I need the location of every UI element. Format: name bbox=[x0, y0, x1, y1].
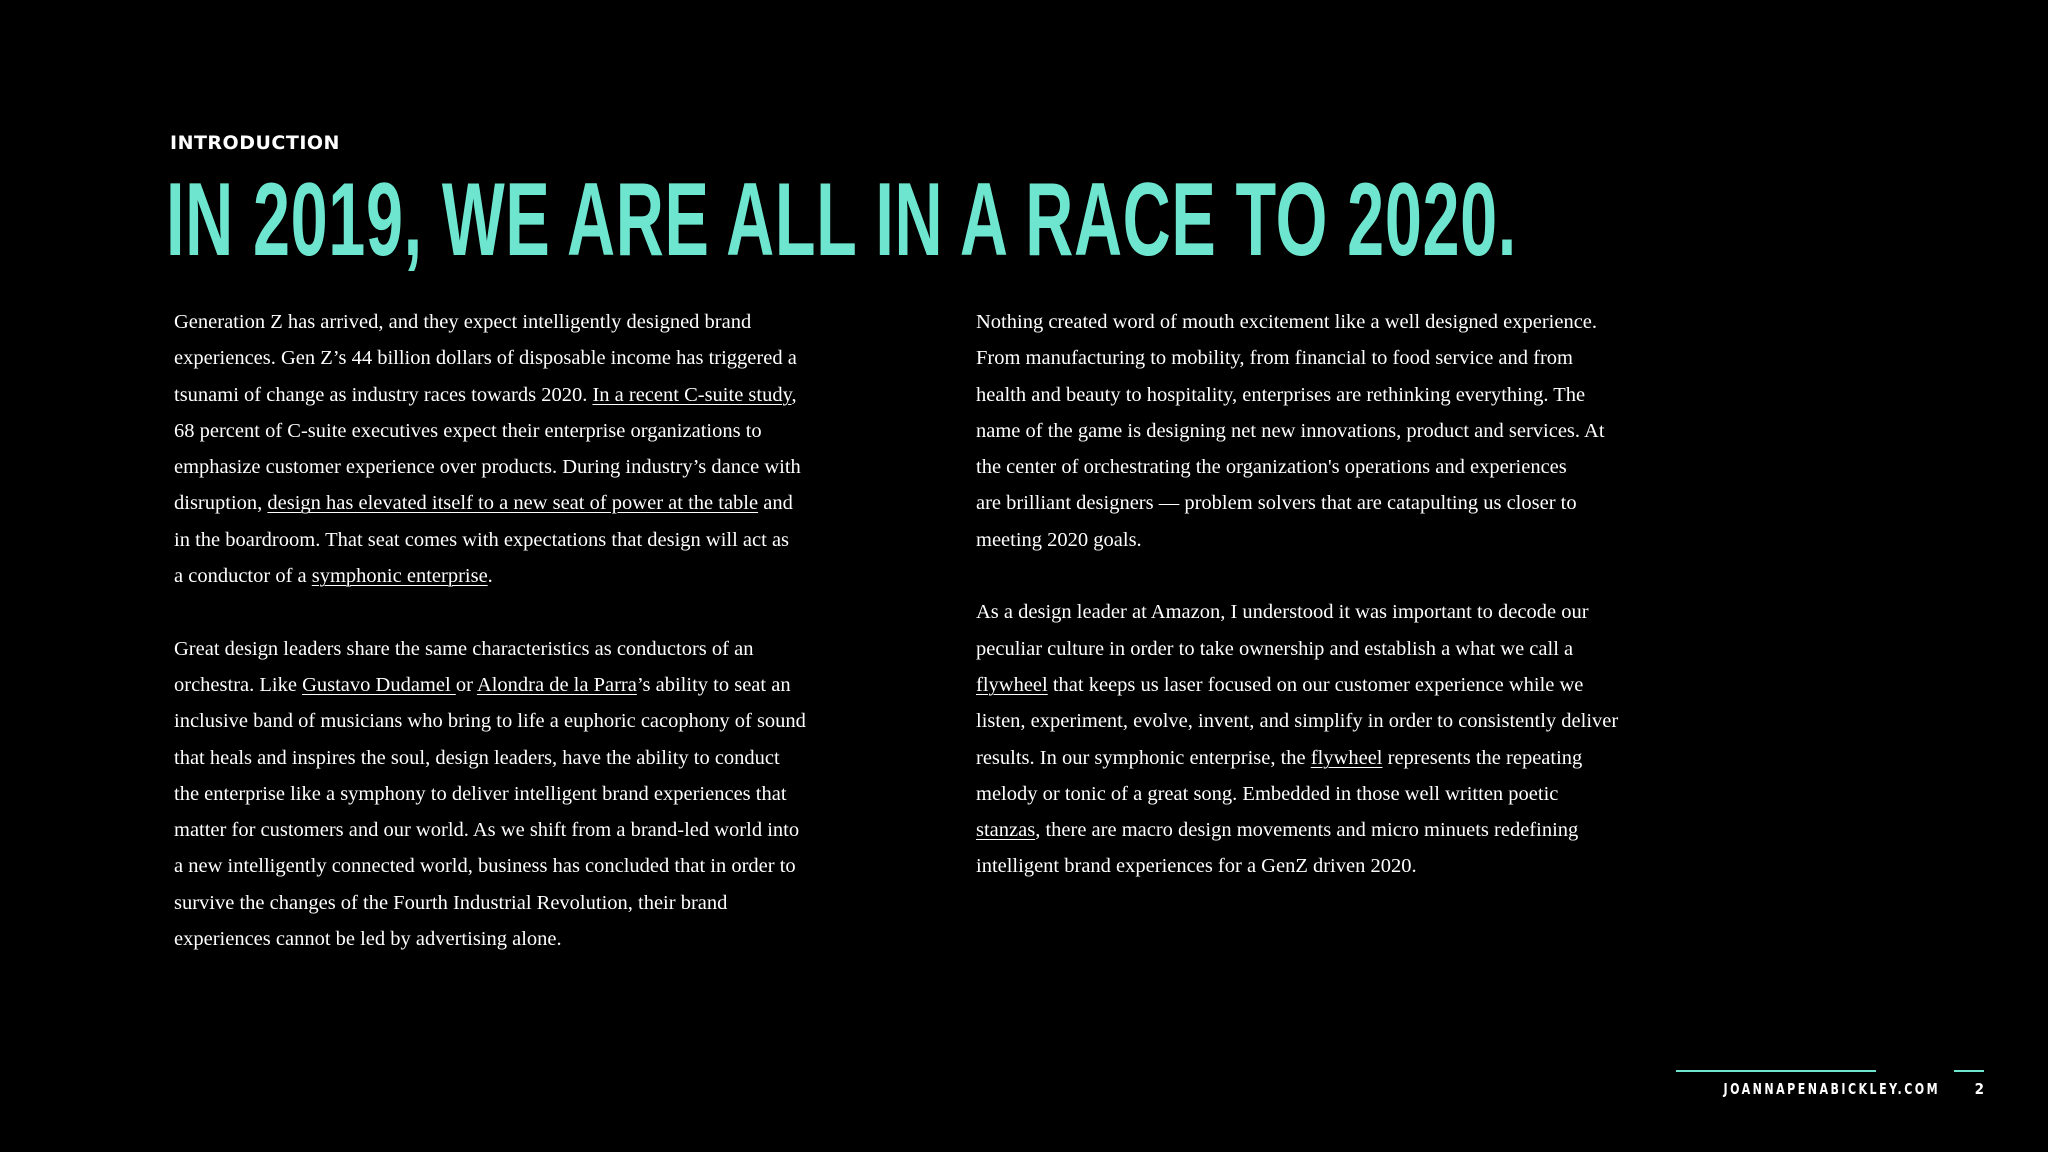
right-paragraph-1 bbox=[976, 304, 1696, 558]
text-line: Great design leaders share the same characteristics as conductors of an bbox=[174, 637, 754, 660]
text-line: matter for customers and our world. As we shift from a brand-led world into bbox=[174, 819, 800, 842]
inline-link[interactable]: flywheel bbox=[1310, 746, 1383, 769]
text-line: tsunami of change as industry races towards 2020. In a recent C-suite study, bbox=[174, 383, 797, 406]
text-line: experiences. Gen Z’s 44 billion dollars of disposable income has triggered a bbox=[174, 347, 797, 370]
text-line: experiences cannot be led by advertising alone. bbox=[174, 928, 562, 951]
text-line: orchestra. Like Gustavo Dudamel or Alondra de la Parra’s ability to seat an bbox=[174, 673, 791, 696]
section-label: INTRODUCTION bbox=[170, 132, 340, 154]
inline-link[interactable]: Alondra de la Parra bbox=[476, 673, 637, 696]
text-line: that heals and inspires the soul, design leaders, have the ability to conduct bbox=[174, 746, 780, 769]
text-line: 68 percent of C-suite executives expect their enterprise organizations to bbox=[174, 419, 762, 442]
text-line: Nothing created word of mouth excitement like a well designed experience. bbox=[976, 311, 1598, 333]
text-line: inclusive band of musicians who bring to life a euphoric cacophony of sound bbox=[174, 710, 806, 733]
footer-website-link[interactable]: JOANNAPENABICKLEY.COM bbox=[1723, 1080, 1941, 1098]
text-line: peculiar culture in order to take ownership and establish a what we call a bbox=[976, 637, 1574, 660]
text-line: in the boardroom. That seat comes with expectations that design will act as bbox=[174, 528, 790, 551]
left-column bbox=[174, 304, 894, 994]
inline-link[interactable]: flywheel bbox=[976, 673, 1048, 696]
text-line: melody or tonic of a great song. Embedded in those well written poetic bbox=[976, 782, 1559, 805]
text-line: stanzas, there are macro design movements and micro minuets redefining bbox=[976, 819, 1579, 842]
footer-website[interactable] bbox=[1676, 1070, 1941, 1099]
inline-link[interactable]: symphonic enterprise bbox=[311, 565, 488, 588]
text-line: Generation Z has arrived, and they expect intelligently designed brand bbox=[174, 311, 752, 333]
inline-link[interactable]: Gustavo Dudamel bbox=[302, 673, 456, 696]
page-title: IN 2019, WE ARE ALL IN A RACE TO 2020. bbox=[166, 162, 1517, 278]
text-line: As a design leader at Amazon, I understood it was important to decode our bbox=[976, 601, 1589, 624]
text-line: meeting 2020 goals. bbox=[976, 528, 1142, 551]
page-number bbox=[1954, 1070, 1984, 1099]
right-paragraph-2 bbox=[976, 594, 1696, 884]
text-line: emphasize customer experience over products. During industry’s dance with bbox=[174, 456, 801, 479]
text-line: From manufacturing to mobility, from financial to food service and from bbox=[976, 347, 1574, 370]
text-line: results. In our symphonic enterprise, the flywheel represents the repeating bbox=[976, 746, 1583, 769]
text-line: the enterprise like a symphony to deliver intelligent brand experiences that bbox=[174, 782, 787, 805]
left-paragraph-1 bbox=[174, 304, 894, 594]
text-line: name of the game is designing net new innovations, product and services. At bbox=[976, 419, 1605, 442]
text-line: health and beauty to hospitality, enterprises are rethinking everything. The bbox=[976, 383, 1586, 406]
inline-link[interactable]: In a recent C-suite study bbox=[592, 383, 792, 406]
text-line: a new intelligently connected world, business has concluded that in order to bbox=[174, 855, 796, 878]
page-number-label: 2 bbox=[1974, 1080, 1984, 1098]
text-line: listen, experiment, evolve, invent, and simplify in order to consistently deliver bbox=[976, 710, 1619, 733]
text-line: are brilliant designers — problem solvers that are catapulting us closer to bbox=[976, 492, 1577, 515]
inline-link[interactable]: stanzas bbox=[976, 819, 1036, 842]
text-line: disruption, design has elevated itself to a new seat of power at the table and bbox=[174, 492, 793, 515]
text-line: flywheel that keeps us laser focused on our customer experience while we bbox=[976, 673, 1584, 696]
text-line: the center of orchestrating the organization's operations and experiences bbox=[976, 456, 1567, 479]
text-line: intelligent brand experiences for a GenZ driven 2020. bbox=[976, 855, 1417, 878]
inline-link[interactable]: design has elevated itself to a new seat of power at the table bbox=[267, 492, 759, 515]
text-line: a conductor of a symphonic enterprise. bbox=[174, 565, 493, 588]
right-column bbox=[976, 304, 1696, 921]
left-paragraph-2 bbox=[174, 631, 894, 958]
text-line: survive the changes of the Fourth Industrial Revolution, their brand bbox=[174, 891, 728, 914]
